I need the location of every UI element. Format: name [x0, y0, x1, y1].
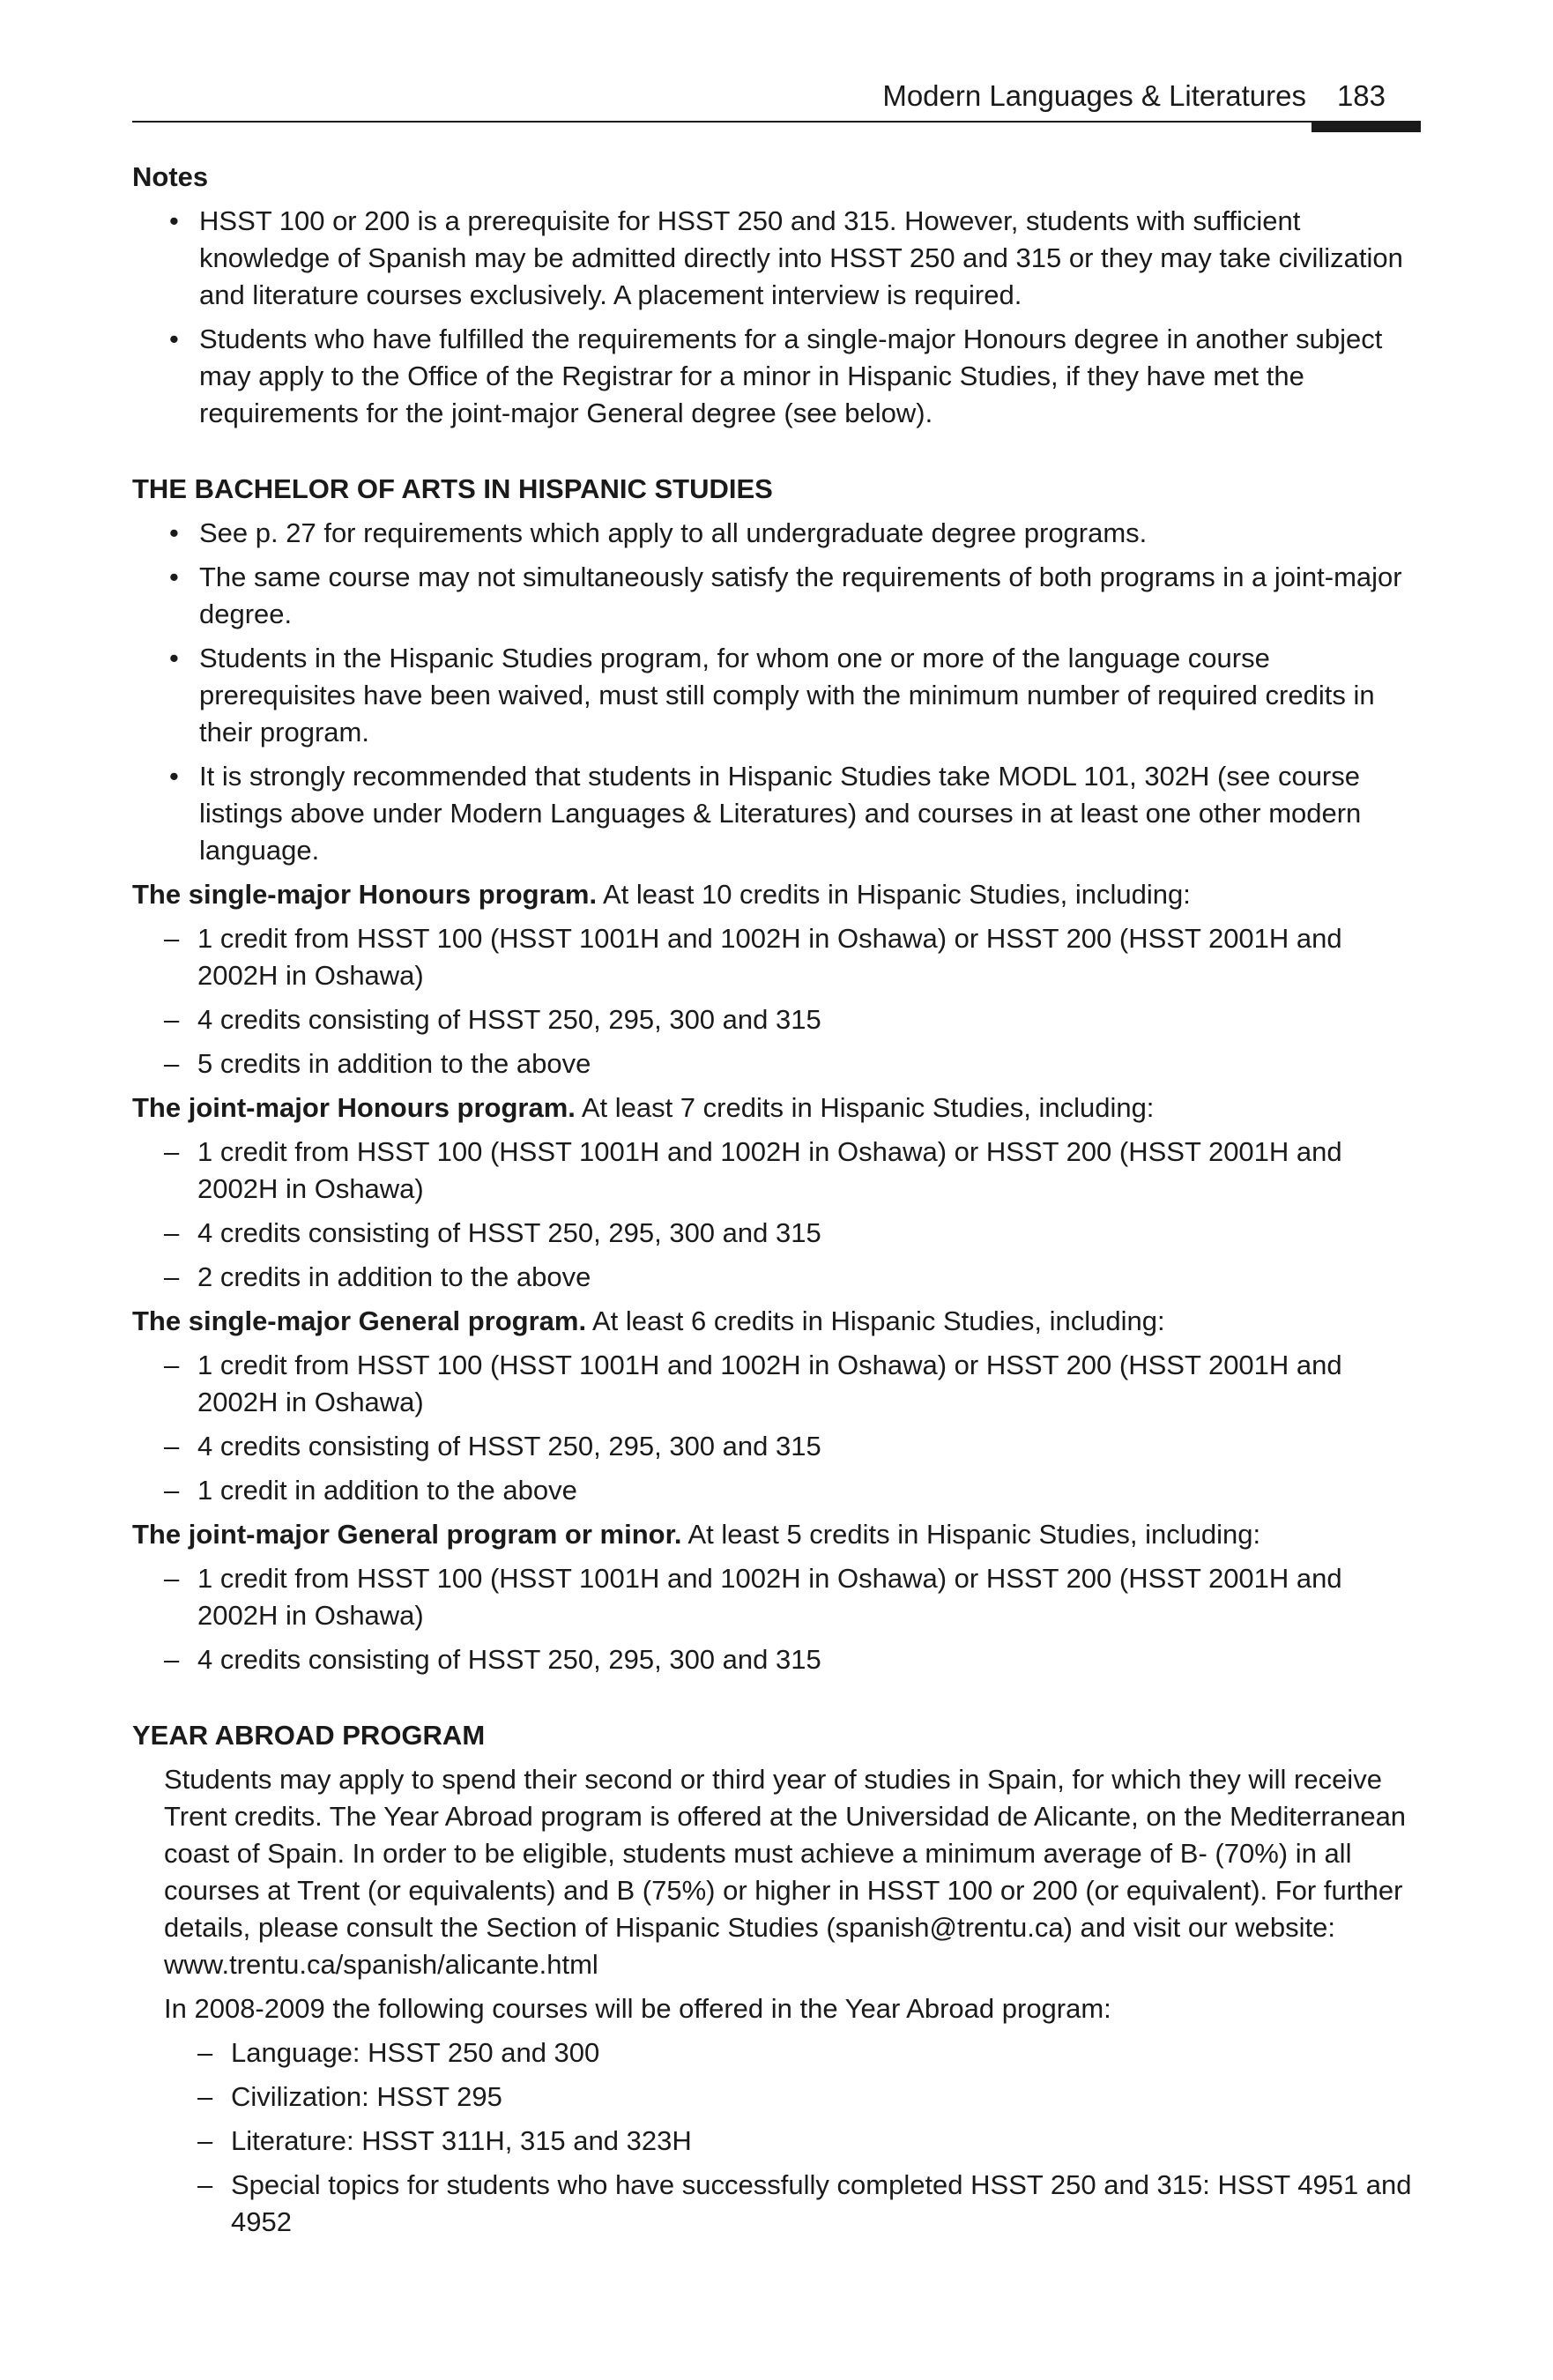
- ba-item: [132, 515, 1421, 552]
- requirement-text: 1 credit from HSST 100 (HSST 1001H and 1002H in Oshawa) or HSST 200 (HSST 2001H and 2002H in Oshawa): [197, 923, 1342, 991]
- page-number: 183: [1336, 79, 1386, 112]
- notes-heading: Notes: [132, 161, 209, 192]
- program-joint-major-general-minor: [132, 1516, 1421, 1553]
- course-item: [132, 2079, 1421, 2116]
- course-text: Literature: HSST 311H, 315 and 323H: [231, 2125, 692, 2156]
- requirement-item: [132, 1347, 1421, 1421]
- year-abroad-courses: [132, 2034, 1421, 2241]
- requirement-item: [132, 1134, 1421, 1208]
- program-name: The single-major Honours program.: [132, 879, 598, 910]
- bullet-marker: •: [169, 761, 179, 792]
- program-name: The single-major General program.: [132, 1305, 587, 1336]
- ba-item-text: See p. 27 for requirements which apply to all undergraduate degree programs.: [199, 517, 1148, 548]
- dash-marker: –: [164, 1563, 180, 1594]
- program-intro: At least 7 credits in Hispanic Studies, including:: [581, 1092, 1155, 1123]
- ba-item: [132, 640, 1421, 751]
- page-content: [132, 159, 1421, 2241]
- dash-marker: –: [164, 1431, 180, 1461]
- year-abroad-heading: YEAR ABROAD PROGRAM: [132, 1720, 486, 1751]
- requirement-item: [132, 1259, 1421, 1296]
- requirement-item: [132, 1428, 1421, 1465]
- requirement-item: [132, 1001, 1421, 1038]
- dash-marker: –: [164, 1217, 180, 1248]
- requirement-text: 5 credits in addition to the above: [197, 1048, 591, 1079]
- requirement-text: 1 credit in addition to the above: [197, 1475, 577, 1506]
- dash-marker: –: [164, 1350, 180, 1380]
- notes-item: [132, 321, 1421, 432]
- requirement-item: [132, 920, 1421, 994]
- running-header: [132, 78, 1421, 125]
- ba-item-text: The same course may not simultaneously satisfy the requirements of both programs in a joint-major degree.: [199, 562, 1402, 629]
- requirement-item: [132, 1641, 1421, 1678]
- ba-heading: THE BACHELOR OF ARTS IN HISPANIC STUDIES: [132, 473, 773, 504]
- program-requirements: [132, 1560, 1421, 1678]
- bullet-marker: •: [169, 324, 179, 354]
- dash-marker: –: [164, 1004, 180, 1035]
- course-item: [132, 2123, 1421, 2160]
- requirement-text: 4 credits consisting of HSST 250, 295, 300 and 315: [197, 1217, 821, 1248]
- program-single-major-general: [132, 1303, 1421, 1340]
- catalog-page: [132, 0, 1421, 2380]
- ba-item-text: Students in the Hispanic Studies program, for whom one or more of the language course prerequisites have been waived, must still comply with the minimum number of required credits in their program.: [199, 643, 1375, 747]
- course-item: [132, 2034, 1421, 2071]
- dash-marker: –: [164, 1475, 180, 1506]
- requirement-text: 4 credits consisting of HSST 250, 295, 300 and 315: [197, 1431, 821, 1461]
- bullet-marker: •: [169, 562, 179, 592]
- requirement-text: 4 credits consisting of HSST 250, 295, 300 and 315: [197, 1644, 821, 1675]
- requirement-text: 2 credits in addition to the above: [197, 1261, 591, 1292]
- requirement-item: [132, 1472, 1421, 1509]
- dash-marker: –: [164, 1261, 180, 1292]
- requirement-text: 1 credit from HSST 100 (HSST 1001H and 1002H in Oshawa) or HSST 200 (HSST 2001H and 2002H in Oshawa): [197, 1350, 1342, 1417]
- dash-marker: –: [164, 1136, 180, 1167]
- dash-marker: –: [164, 1644, 180, 1675]
- ba-item: [132, 559, 1421, 633]
- program-intro: At least 5 credits in Hispanic Studies, including:: [687, 1519, 1261, 1550]
- requirement-item: [132, 1215, 1421, 1252]
- ba-item-text: It is strongly recommended that students in Hispanic Studies take MODL 101, 302H (see course listings above under Modern Languages & Literatures) and courses in at least one other modern language.: [199, 761, 1362, 866]
- header-rule: [132, 121, 1313, 123]
- requirement-text: 1 credit from HSST 100 (HSST 1001H and 1002H in Oshawa) or HSST 200 (HSST 2001H and 2002H in Oshawa): [197, 1563, 1342, 1631]
- year-abroad-paragraph: Students may apply to spend their second or third year of studies in Spain, for which they will receive Trent credits. The Year Abroad program is offered at the Universidad de Alicante, on the Mediterranean coast of Spain. In order to be eligible, students must achieve a minimum average of B- (70%) in all courses at Trent (or equivalents) and B (75%) or higher in HSST 100 or 200 (or equivalent). For further details, please consult the Section of Hispanic Studies (spanish@trentu.ca) and visit our website: www.trentu.ca/spanish/alicante.html: [164, 1764, 1407, 1980]
- program-joint-major-honours: [132, 1090, 1421, 1127]
- notes-item-text: HSST 100 or 200 is a prerequisite for HSST 250 and 315. However, students with sufficient knowledge of Spanish may be admitted directly into HSST 250 and 315 or they may take civilization and literature courses exclusively. A placement interview is required.: [199, 205, 1403, 310]
- program-intro: At least 6 credits in Hispanic Studies, including:: [591, 1305, 1165, 1336]
- program-requirements: [132, 1134, 1421, 1296]
- requirement-text: 4 credits consisting of HSST 250, 295, 300 and 315: [197, 1004, 821, 1035]
- course-text: Language: HSST 250 and 300: [231, 2037, 600, 2068]
- notes-item-text: Students who have fulfilled the requirements for a single-major Honours degree in another subject may apply to the Office of the Registrar for a minor in Hispanic Studies, if they have met the requirements for the joint-major General degree (see below).: [199, 324, 1383, 428]
- program-single-major-honours: [132, 876, 1421, 913]
- dash-marker: –: [197, 2169, 213, 2200]
- course-item: [132, 2167, 1421, 2241]
- bullet-marker: •: [169, 205, 179, 236]
- program-intro: At least 10 credits in Hispanic Studies, including:: [602, 879, 1191, 910]
- course-text: Special topics for students who have successfully completed HSST 250 and 315: HSST 4951 and 4952: [231, 2169, 1412, 2237]
- program-name: The joint-major General program or minor.: [132, 1519, 682, 1550]
- header-tab-bar: [1312, 121, 1421, 132]
- bullet-marker: •: [169, 517, 179, 548]
- program-name: The joint-major Honours program.: [132, 1092, 576, 1123]
- year-abroad-courses-intro: In 2008-2009 the following courses will be offered in the Year Abroad program:: [164, 1993, 1111, 2024]
- requirement-item: [132, 1560, 1421, 1634]
- requirement-item: [132, 1045, 1421, 1082]
- ba-item: [132, 758, 1421, 869]
- program-requirements: [132, 920, 1421, 1082]
- dash-marker: –: [197, 2125, 213, 2156]
- notes-item: [132, 203, 1421, 314]
- program-requirements: [132, 1347, 1421, 1509]
- course-text: Civilization: HSST 295: [231, 2081, 502, 2112]
- dash-marker: –: [197, 2081, 213, 2112]
- running-header-title: Modern Languages & Literatures: [882, 79, 1306, 112]
- ba-list: [132, 515, 1421, 869]
- dash-marker: –: [197, 2037, 213, 2068]
- dash-marker: –: [164, 1048, 180, 1079]
- dash-marker: –: [164, 923, 180, 954]
- notes-list: [132, 203, 1421, 432]
- bullet-marker: •: [169, 643, 179, 673]
- requirement-text: 1 credit from HSST 100 (HSST 1001H and 1002H in Oshawa) or HSST 200 (HSST 2001H and 2002H in Oshawa): [197, 1136, 1342, 1204]
